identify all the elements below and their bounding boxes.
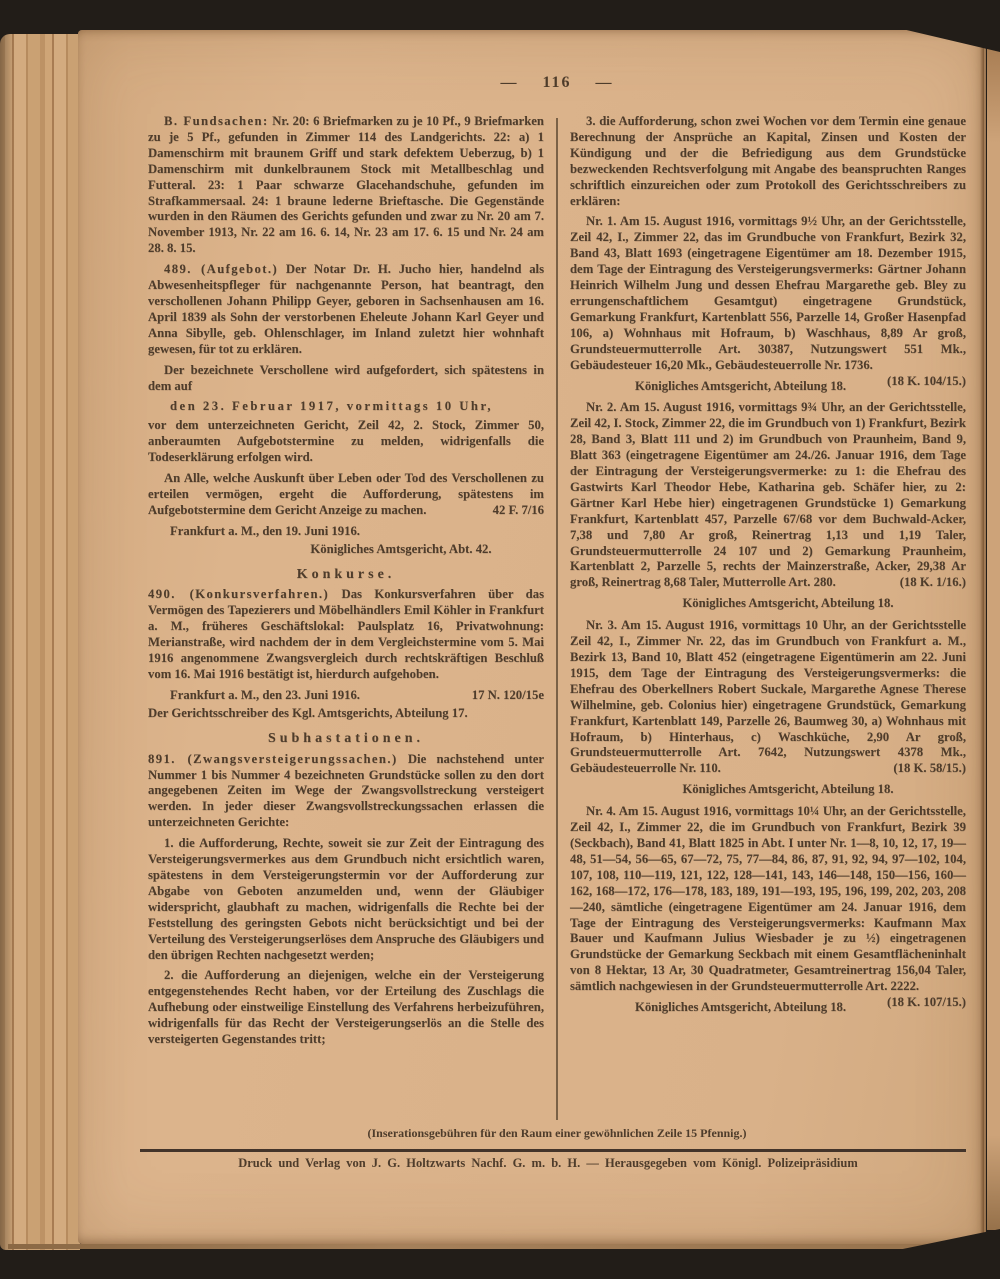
aufgebot-lead: 489. (Aufgebot.) [164, 262, 279, 277]
nr-4-lead: Nr. 4. [586, 804, 616, 819]
right-column [570, 114, 966, 1053]
notice-zwangsversteigerung [148, 752, 544, 832]
nr-3-lead: Nr. 3. [586, 618, 618, 633]
page-bottom-edge [8, 1244, 986, 1249]
aufgebot-call: Der bezeichnete Verschollene wird aufgefordert, sich spätestens in dem auf [148, 362, 544, 393]
dateline-frankfurt-23-juni [148, 688, 544, 704]
fundsachen-text: Nr. 20: 6 Briefmarken zu je 10 Pf., 9 Briefmarken zu je 5 Pf., gefunden in Zimmer 114 des Landgerichts. 22: a) 1 Damenschirm mit braunem Griff und stark defektem Ueberzug, b) 1 Damenschirm mit dunkelbraunem Stock mit Metallbeschlag und Futteral. 23: 1 Paar schwarze Glacehandschuhe, gefunden im Strafkammersaal. 24: 1 braune lederne Brieftasche. Die Gegenstände wurden in den Räumen des Gerichts gefunden und zwar zu Nr. 20 am 7. November 1913, Nr. 22 am 16. 6. 14, Nr. 23 am 17. 6. 15 und Nr. 24 am 28. 8. 15. [148, 114, 544, 256]
nr-3-text: Am 15. August 1916, vormittags 10 Uhr, an der Gerichtsstelle Zeil 42, I., Zimmer Nr. 22, das im Grundbuch von Frankfurt a. M., Bezirk 13, Band 10, Blatt 452 (eingetragene Eigentümerin am 22. Juni 1915, dem Tage der Eintragung des Versteigerungsvermerks: die Ehefrau des Oberkellners Robert Suckale, Margarethe Agnese Therese Wilhelmine, geb. Colonius hier) eingetragene Grundstück, Gemarkung Frankfurt, Kartenblatt 149, Parzelle 26, Baumweg 30, a) Wohnhaus mit Hofraum, b) Hinterhaus, c) Waschküche, 2,90 Ar groß, Grundsteuermutterrolle Art. 7642, Nutzungswert 4378 Mk., Gebäudesteuerrolle Nr. 110. [570, 618, 966, 776]
left-column [148, 114, 544, 1053]
zwangsversteigerung-lead: 891. (Zwangsversteigerungssachen.) [148, 751, 398, 766]
page-number: — 116 — [500, 74, 614, 91]
insertion-fee-notice: (Inserationsgebühren für den Raum einer gewöhnlichen Zeile 15 Pfennig.) [367, 1126, 747, 1140]
dateline-23-juni-text: Frankfurt a. M., den 23. Juni 1916. [170, 687, 360, 702]
nr-3-case-reference: (18 K. 58/15.) [893, 761, 966, 776]
nr-1-signature: Königliches Amtsgericht, Abteilung 18. [634, 378, 847, 393]
adjacent-page-edge-right [987, 48, 1000, 1230]
notice-aufgebot [148, 262, 544, 357]
section-heading-subhastationen: Subhastationen. [267, 730, 425, 746]
dateline-frankfurt-19-juni: Frankfurt a. M., den 19. Juni 1916. [170, 523, 360, 538]
aufgebot-public-notice-text: An Alle, welche Auskunft über Leben oder Tod des Verschollenen zu erteilen vermögen, ergeht die Aufforderung, spätestens im Aufgebotstermine dem Gericht Anzeige zu machen. [148, 471, 544, 517]
zwangsversteigerung-text: Die nachstehend unter Nummer 1 bis Nummer 4 bezeichneten Grundstücke sollen zu den dort angegebenen Zeiten im Wege der Zwangsvollstreckung versteigert werden. In jeder dieser Zwangsvollstreckungssachen erlassen die unterzeichneten Gerichte: [148, 751, 545, 830]
imprint-line: Druck und Verlag von J. G. Holtzwarts Nachf. G. m. b. H. — Herausgegeben vom Königl. Polizeipräsidium [238, 1156, 858, 1170]
case-reference-17n: 17 N. 120/15e [471, 687, 544, 702]
konkurs-text: Das Konkursverfahren über das Vermögen des Tapezierers und Möbelhändlers Emil Köhler in Frankfurt a. M., früheres Geschäftslokal: Paulsplatz 16, Privatwohnung: Merianstraße, wird nachdem der in dem Vergleichstermine vom 5. Mai 1916 angenommene Zwangsvergleich durch rechtskräftigen Beschluß vom 16. Mai 1916 bestätigt ist, hierdurch aufgehoben. [148, 587, 545, 681]
nr-4-case-reference: (18 K. 107/15.) [887, 995, 966, 1010]
signature-gerichtsschreiber-17: Der Gerichtsschreiber des Kgl. Amtsgerichts, Abteilung 17. [148, 705, 468, 720]
footer-rule [140, 1149, 966, 1152]
nr-4-text: Am 15. August 1916, vormittags 10¼ Uhr, an der Gerichtsstelle, Zeil 42, I., Zimmer 22, die im Grundbuch von Frankfurt, Bezirk 39 (Seckbach), Band 41, Blatt 1825 in Abt. I unter Nr. 1—8, 10, 12, 17, 19—48, 51—54, 56—65, 67—72, 75, 77—84, 86, 87, 91, 92, 94, 97—102, 104, 107, 108, 110—119, 121, 122, 128—141, 143, 146—148, 150—156, 160—162, 168—172, 176—178, 183, 189, 191—193, 195, 196, 199, 202, 203, 208—240, sämtliche (eingetragene Eigentümer am 24. Januar 1916, dem Tage der Eintragung des Versteigerungsvermerks: Kaufmann Max Bauer und Kaufmann Julius Wiesbader je zu ½) eingetragenen Grundstücke der Gemarkung Seckbach mit einem Gesamtflächeninhalt von 8 Hektar, 13 Ar, 30 Quadratmeter, Gesamtreinertrag 156,04 Taler, sämtlich nachgewiesen in der Grundsteuermutterrolle Art. 2222. [570, 804, 966, 994]
nr-1-text: Am 15. August 1916, vormittags 9½ Uhr, an der Gerichtsstelle, Zeil 42, I., Zimmer 22, das im Grundbuche von Frankfurt, Bezirk 32, Band 43, Blatt 1693 (eingetragene Eigentümer am 18. Dezember 1915, dem Tage der Eintragung des Versteigerungsvermerks: Gärtner Johann Heinrich Wilhelm Jung und dessen Ehefrau Margarethe geb. Bley zu errungenschaftlichem Gesamtgut) eingetragene Grundstück, Gemarkung Frankfurt, Kartenblatt 556, Parzelle 14, Großer Hasenpfad 106, a) Wohnhaus mit Hofraum, b) Waschhaus, 8,89 Ar groß, Grundsteuermutterrolle Art. 30387, Nutzungswert 551 Mk., Gebäudesteuer 16,20 Mk., Gebäudesteuerrolle Nr. 1736. [570, 214, 966, 372]
aufgebot-public-notice [148, 471, 544, 519]
fundsachen-lead: B. Fundsachen: [164, 114, 269, 128]
condition-item-3: 3. die Aufforderung, schon zwei Wochen vor dem Termin eine genaue Berechnung der Ansprüche an Kapital, Zinsen und Kosten der Kündigung und der die Befriedigung aus dem Grundstücke bezweckenden Rechtsverfolgung mit Angabe des beanspruchten Ranges schriftlich einzureichen oder zum Protokoll des Gerichtsschreibers zu erklären: [570, 114, 966, 208]
aufgebot-continuation: vor dem unterzeichneten Gericht, Zeil 42, 2. Stock, Zimmer 50, anberaumten Aufgebotstermine zu melden, widrigenfalls die Todeserklärung erfolgen wird. [148, 418, 544, 465]
nr-4-signature: Königliches Amtsgericht, Abteilung 18. [634, 1000, 847, 1015]
page-content [148, 114, 966, 1053]
aufgebot-text: Der Notar Dr. H. Jucho hier, handelnd als Abwesenheitspfleger für nachgenannte Person, hat beantragt, den verschollenen Johann Philipp Geyer, geboren in Sachsenhausen am 16. April 1839 als Sohn der verstorbenen Eheleute Johann Karl Geyer und Anna Sibylle, geb. Ohlenschlager, im Inland zuletzt hier wohnhaft gewesen, für tot zu erklären. [148, 262, 545, 356]
nr-1-case-reference: (18 K. 104/15.) [887, 373, 966, 388]
book-page-edges-left [0, 34, 80, 1250]
konkurs-lead: 490. (Konkursverfahren.) [148, 587, 330, 602]
section-heading-konkurse: Konkurse. [296, 566, 396, 582]
nr-2-signature: Königliches Amtsgericht, Abteilung 18. [682, 596, 894, 611]
nr-2-lead: Nr. 2. [586, 400, 617, 415]
auction-nr-3 [570, 618, 966, 777]
signature-amtsgericht-42: Königliches Amtsgericht, Abt. 42. [310, 541, 492, 556]
case-reference: 42 F. 7/16 [492, 502, 544, 517]
nr-1-lead: Nr. 1. [586, 214, 617, 229]
auction-nr-2 [570, 400, 966, 591]
nr-2-case-reference: (18 K. 1/16.) [899, 575, 966, 590]
nr-3-signature: Königliches Amtsgericht, Abteilung 18. [682, 782, 894, 797]
nr-2-text: Am 15. August 1916, vormittags 9¾ Uhr, an der Gerichtsstelle, Zeil 42, I. Stock, Zimmer 22, die im Grundbuch von 1) Frankfurt, Bezirk 28, Band 3, Blatt 111 und 2) im Grundbuch von Praunheim, Band 9, Blatt 363 (eingetragene Eigentümer am 24./26. Januar 1916, dem Tage der Eintragung der Versteigerungsvermerke: zu 1: die Ehefrau des Gastwirts Karl Theodor Hebe, Katharina geb. Schäfer hier, zu 2: Gärtner Karl Hebe hier) eingetragenen Grundstücke 1) Gemarkung Frankfurt, Kartenblatt 457, Parzelle 67/68 vor dem Buchwald-Acker, 7,38 und 7,80 Ar groß, Reinertrag 1,13 und 1,19 Taler, Grundsteuermutterrolle 24 107 und 2) Gemarkung Praunheim, Kartenblatt 2, Parzelle 5, rechts der Mainzerstraße, Acker, 29,38 Ar groß, Reinertrag 8,68 Taler, Mutterrolle Art. 280. [570, 400, 966, 590]
aufgebot-termin-line: den 23. Februar 1917, vormittags 10 Uhr, [170, 399, 494, 414]
notice-fundsachen [148, 114, 544, 257]
notice-konkursverfahren [148, 587, 544, 682]
condition-item-1: 1. die Aufforderung, Rechte, soweit sie zur Zeit der Eintragung des Versteigerungsvermerkes aus dem Grundbuch nicht ersichtlich waren, spätestens in dem Versteigerungstermin vor der Aufforderung zur Abgabe von Geboten anzumelden und, wenn der Gläubiger widerspricht, glaubhaft zu machen, widrigenfalls die Rechte bei der Feststellung des geringsten Gebots nicht berücksichtigt und bei der Verteilung des Versteigerungserlöses dem Anspruche des Gläubigers und den übrigen Rechten nachgesetzt werden; [148, 836, 544, 962]
gazette-page [78, 30, 986, 1244]
condition-item-2: 2. die Aufforderung an diejenigen, welche ein der Versteigerung entgegenstehendes Recht haben, vor der Erteilung des Zuschlags die Aufhebung oder einstweilige Einstellung des Verfahrens herbeizuführen, widrigenfalls für das Recht der Versteigerungserlös an die Stelle des versteigerten Gegenstandes tritt; [148, 968, 544, 1047]
